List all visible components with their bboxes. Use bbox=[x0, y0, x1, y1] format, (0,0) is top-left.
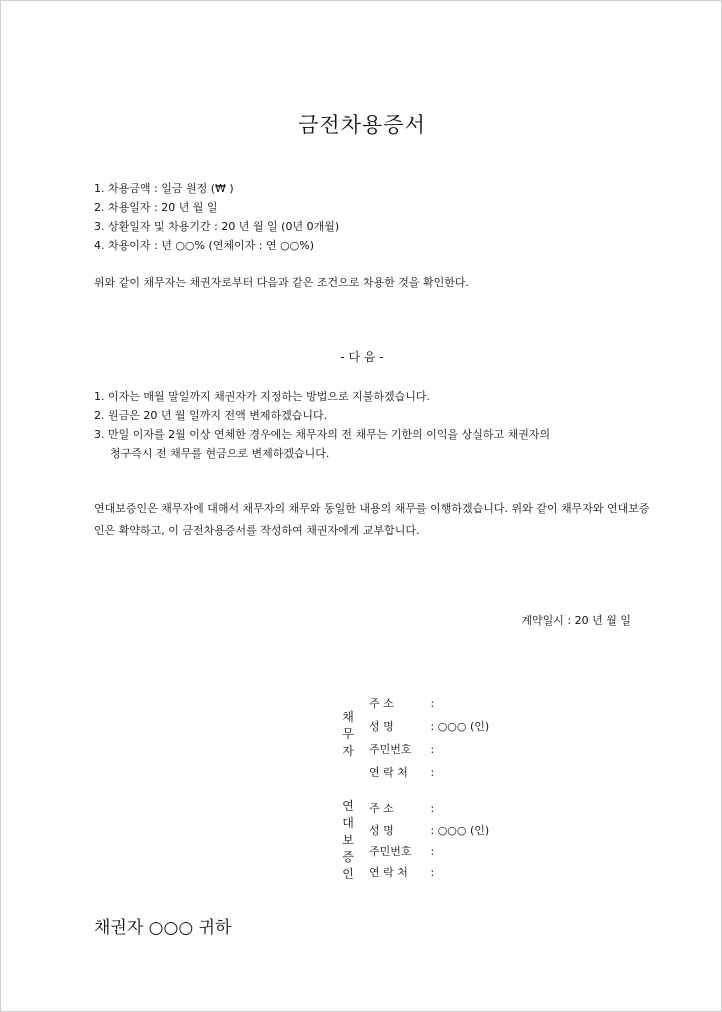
condition-item: 1. 이자는 매월 말일까지 채권자가 지정하는 방법으로 지불하겠습니다. bbox=[94, 390, 430, 403]
guarantor-block bbox=[341, 796, 581, 886]
guarantor-name: 성 명 : ○○○ (인) bbox=[369, 824, 490, 837]
debtor-label: 채 무 자 bbox=[342, 710, 354, 758]
debtor-name: 성 명 : ○○○ (인) bbox=[369, 720, 490, 733]
debtor-id-number: 주민번호 : bbox=[369, 743, 435, 756]
conditions-list bbox=[94, 387, 654, 463]
guarantor-address: 주 소 : bbox=[369, 802, 435, 815]
document-title: 금전차용증서 bbox=[298, 113, 426, 137]
creditor-addressee: 채권자 ○○○ 귀하 bbox=[94, 918, 232, 938]
loan-item-interest: 4. 차용이자 : 년 ○○% (연체이자 : 연 ○○%) bbox=[94, 239, 315, 252]
guarantor-label: 연 대 보 증 인 bbox=[342, 799, 354, 881]
condition-item-continued: 청구즉시 전 채무를 현금으로 변제하겠습니다. bbox=[110, 447, 330, 460]
loan-item-repayment: 3. 상환일자 및 차용기간 : 20 년 월 일 (0년 0개월) bbox=[94, 220, 340, 233]
guarantor-contact: 연 락 처 : bbox=[369, 866, 435, 879]
debtor-address: 주 소 : bbox=[369, 697, 435, 710]
debtor-block bbox=[341, 691, 581, 786]
loan-item-date: 2. 차용일자 : 20 년 월 일 bbox=[94, 201, 218, 214]
condition-item: 3. 만일 이자를 2월 이상 연체한 경우에는 채무자의 전 채무는 기한의 이익을 상실하고 채권자의 bbox=[94, 428, 551, 441]
contract-date: 계약일시 : 20 년 월 일 bbox=[521, 614, 631, 627]
section-heading: - 다 음 - bbox=[340, 350, 384, 364]
loan-item-amount: 1. 차용금액 : 일금 원정 (₩ ) bbox=[94, 182, 234, 195]
loan-terms-list bbox=[94, 179, 339, 255]
debtor-contact: 연 락 처 : bbox=[369, 766, 435, 779]
intro-statement: 위와 같이 채무자는 채권자로부터 다음과 같은 조건으로 차용한 것을 확인한다. bbox=[94, 276, 469, 289]
guarantee-paragraph: 연대보증인은 채무자에 대해서 채무자의 채무와 동일한 내용의 채무를 이행하겠습니다. 위와 같이 채무자와 연대보증인은 확약하고, 이 금전차용증서를 작성하여 채권자에게 교부합니다. bbox=[94, 502, 650, 537]
guarantor-id-number: 주민번호 : bbox=[369, 845, 435, 858]
condition-item: 2. 원금은 20 년 월 일까지 전액 변제하겠습니다. bbox=[94, 409, 328, 422]
